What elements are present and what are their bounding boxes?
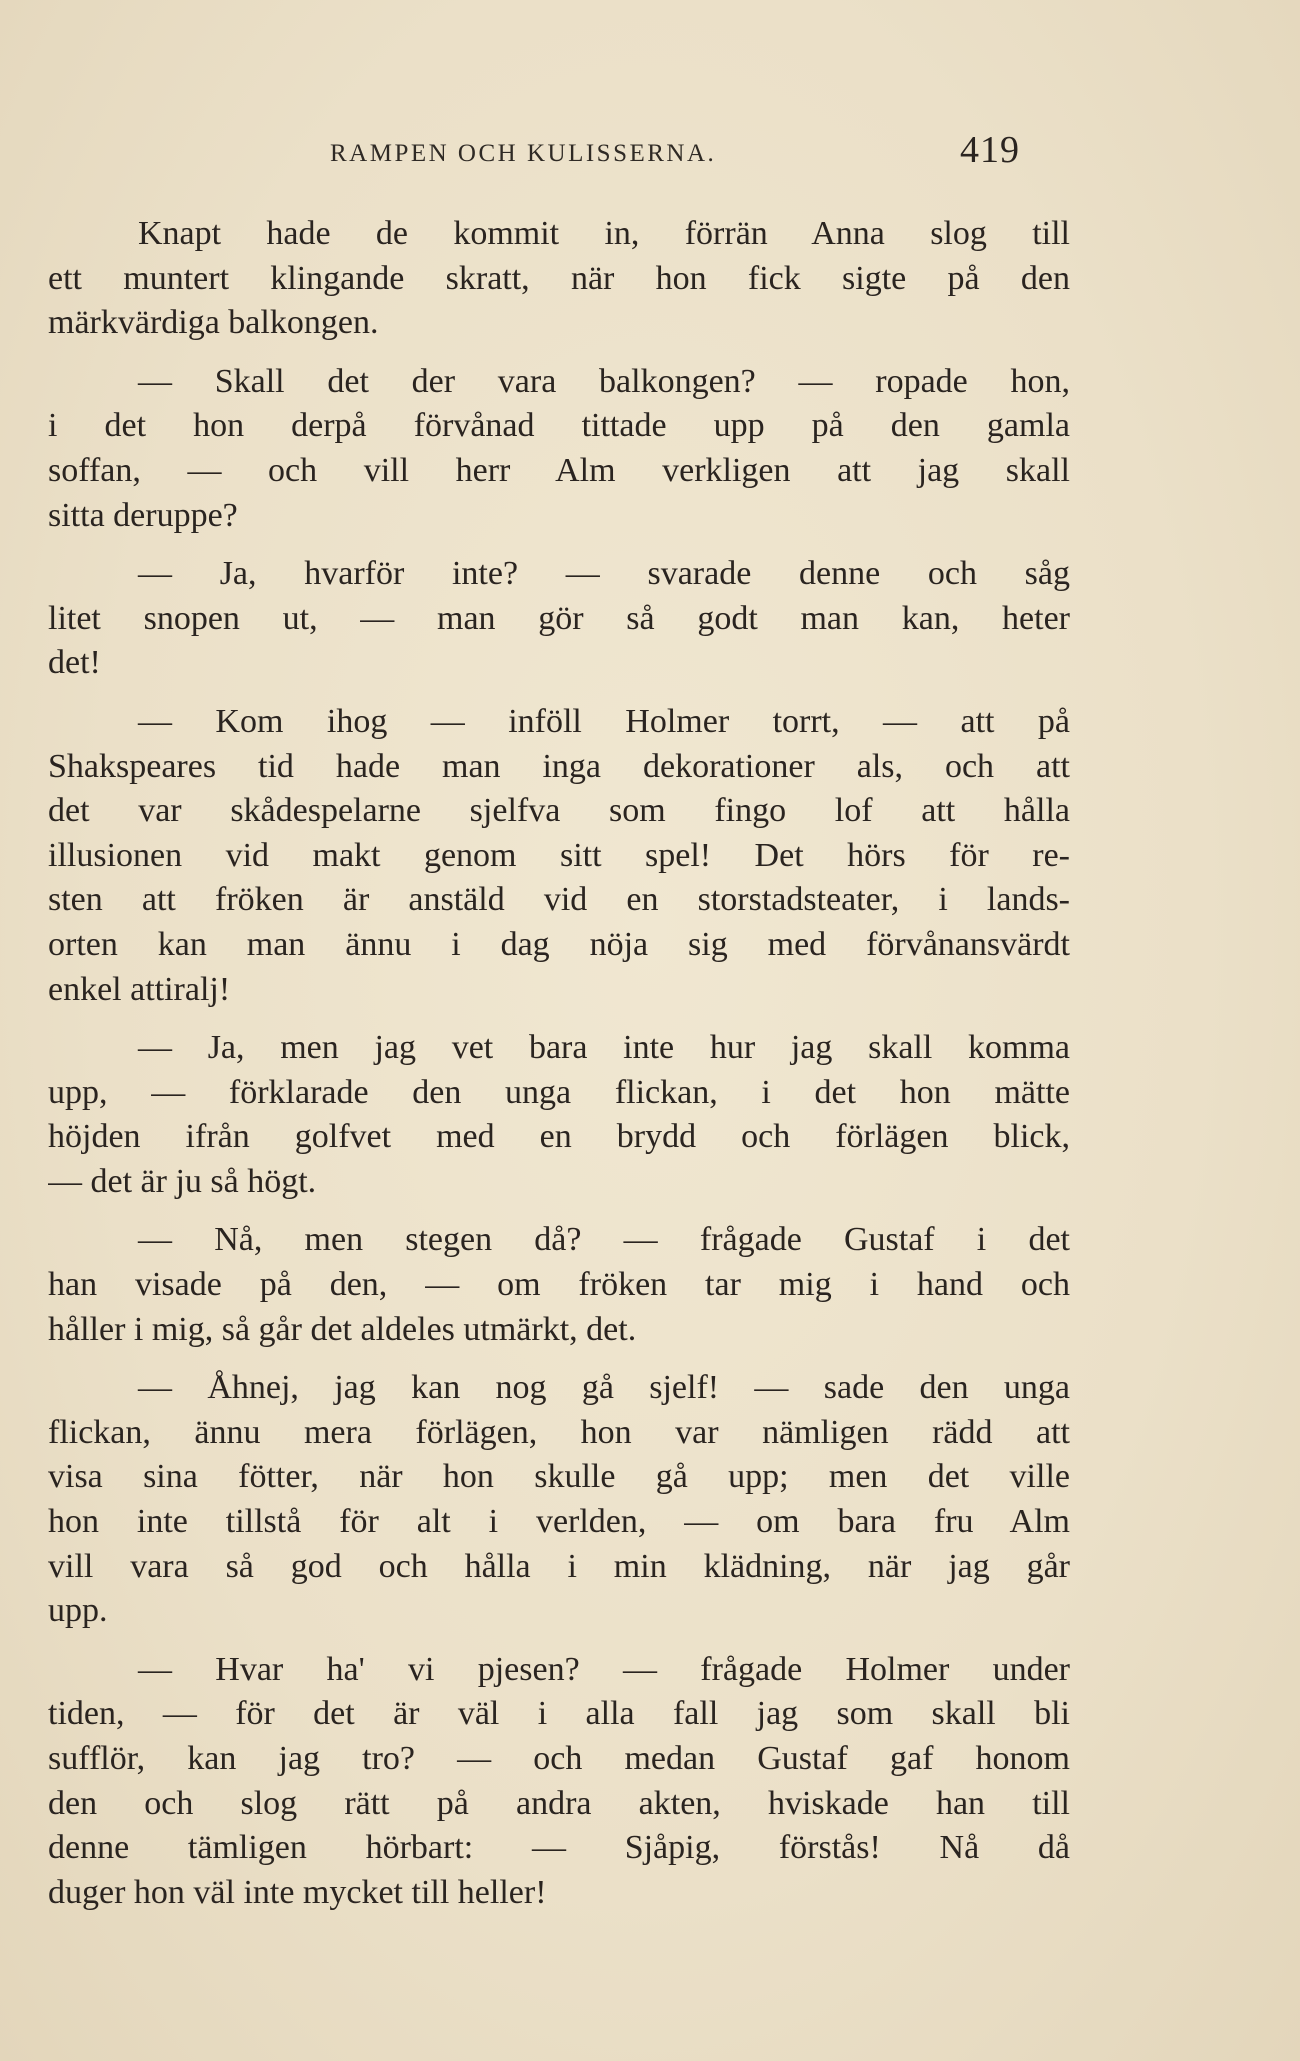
text-line: — Ja, hvarför inte? — svarade denne och såg xyxy=(138,555,1070,593)
text-line: det! xyxy=(48,644,101,682)
running-head: RAMPEN OCH KULISSERNA. xyxy=(330,140,717,167)
text-line: denne tämligen hörbart: — Sjåpig, förstås! Nå då xyxy=(48,1829,1070,1867)
text-line: enkel attiralj! xyxy=(48,970,231,1008)
text-line: soffan, — och vill herr Alm verkligen att jag skall xyxy=(48,451,1070,489)
text-line: litet snopen ut, — man gör så godt man kan, heter xyxy=(48,599,1070,637)
text-line: tiden, — för det är väl i alla fall jag som skall bli xyxy=(48,1695,1070,1733)
paragraph xyxy=(48,1218,1070,1352)
text-line: märkvärdiga balkongen. xyxy=(48,304,379,342)
text-line: — det är ju så högt. xyxy=(48,1162,317,1200)
text-line: duger hon väl inte mycket till heller! xyxy=(48,1873,547,1911)
text-line: det var skådespelarne sjelfva som fingo lof att hålla xyxy=(48,792,1070,830)
text-line: hon inte tillstå för alt i verlden, — om bara fru Alm xyxy=(48,1503,1070,1541)
text-line: ett muntert klingande skratt, när hon fick sigte på den xyxy=(48,259,1070,297)
text-line: höjden ifrån golfvet med en brydd och förlägen blick, xyxy=(48,1118,1070,1156)
text-line: — Skall det der vara balkongen? — ropade hon, xyxy=(138,362,1070,400)
text-line: — Ja, men jag vet bara inte hur jag skall komma xyxy=(138,1029,1070,1067)
paragraph xyxy=(48,1366,1070,1634)
text-line: orten kan man ännu i dag nöja sig med förvånansvärdt xyxy=(48,925,1070,963)
paragraph xyxy=(48,360,1070,538)
text-line: — Åhnej, jag kan nog gå sjelf! — sade den unga xyxy=(138,1369,1070,1407)
body-text xyxy=(48,212,1070,1929)
text-line: håller i mig, så går det aldeles utmärkt, det. xyxy=(48,1310,637,1348)
text-line: visa sina fötter, när hon skulle gå upp; men det ville xyxy=(48,1458,1070,1496)
text-line: upp. xyxy=(48,1592,108,1630)
page-number: 419 xyxy=(960,129,1020,171)
text-line: han visade på den, — om fröken tar mig i hand och xyxy=(48,1266,1070,1304)
text-line: — Hvar ha' vi pjesen? — frågade Holmer under xyxy=(138,1650,1070,1688)
paragraph xyxy=(48,552,1070,686)
text-line: sitta deruppe? xyxy=(48,496,238,534)
text-line: sufflör, kan jag tro? — och medan Gustaf gaf honom xyxy=(48,1740,1070,1777)
paragraph xyxy=(48,1648,1070,1916)
text-line: — Kom ihog — inföll Holmer torrt, — att på xyxy=(138,702,1070,740)
text-line: Knapt hade de kommit in, förrän Anna slog till xyxy=(138,215,1070,252)
text-line: illusionen vid makt genom sitt spel! Det hörs för re- xyxy=(48,836,1070,874)
text-line: — Nå, men stegen då? — frågade Gustaf i det xyxy=(138,1221,1070,1259)
text-line: sten att fröken är anstäld vid en storstadsteater, i lands- xyxy=(48,881,1070,919)
text-line: upp, — förklarade den unga flickan, i det hon mätte xyxy=(48,1073,1070,1111)
text-line: den och slog rätt på andra akten, hviskade han till xyxy=(48,1784,1070,1822)
page-header xyxy=(330,128,1020,178)
paragraph xyxy=(48,1026,1070,1204)
text-line: Shakspeares tid hade man inga dekorationer als, och att xyxy=(48,747,1070,785)
text-line: vill vara så god och hålla i min klädning, när jag går xyxy=(48,1547,1070,1585)
paragraph xyxy=(48,212,1070,346)
paragraph xyxy=(48,700,1070,1012)
text-line: i det hon derpå förvånad tittade upp på den gamla xyxy=(48,407,1070,445)
text-line: flickan, ännu mera förlägen, hon var nämligen rädd att xyxy=(48,1413,1070,1451)
